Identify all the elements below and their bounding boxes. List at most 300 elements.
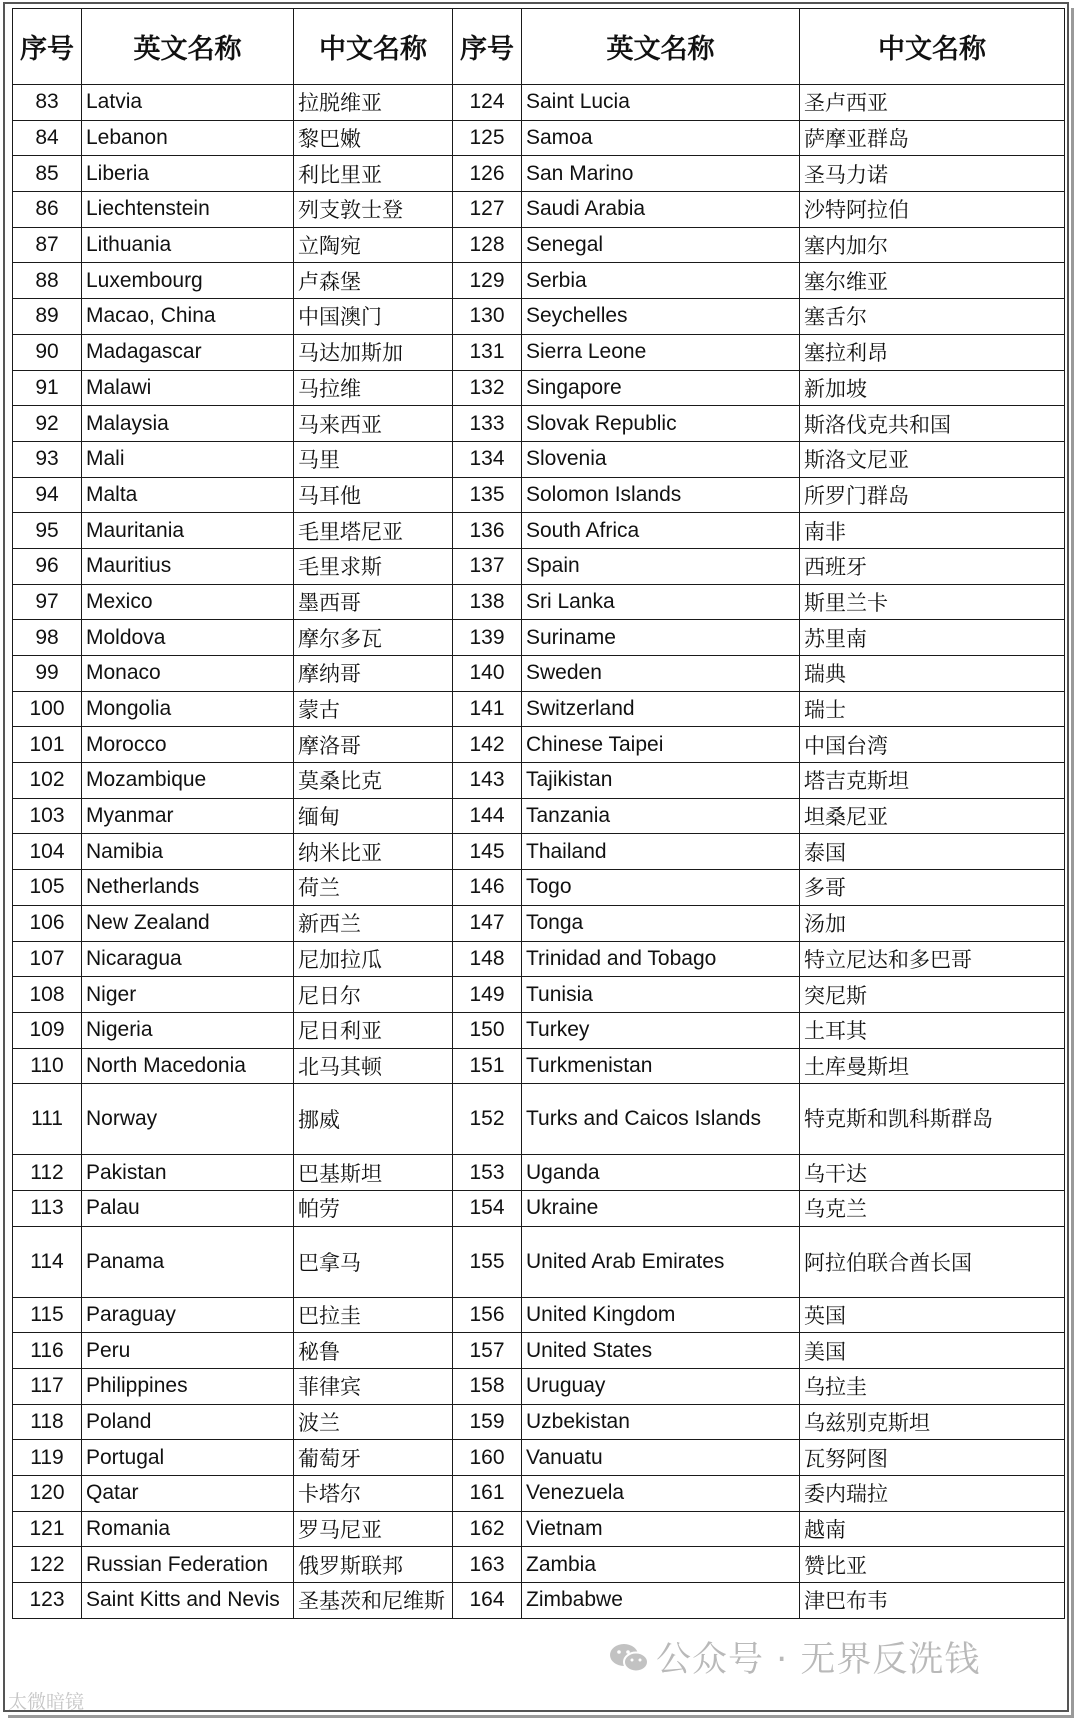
header-chinese-right: 中文名称 <box>800 9 1065 85</box>
table-row <box>13 192 1065 228</box>
row-number-left: 94 <box>13 477 82 513</box>
chinese-name-left: 莫桑比克 <box>294 763 453 799</box>
row-number-right: 152 <box>453 1084 522 1155</box>
chinese-name-left: 列支敦士登 <box>294 192 453 228</box>
chinese-name-right: 委内瑞拉 <box>800 1476 1065 1512</box>
row-number-right: 146 <box>453 870 522 906</box>
row-number-right: 164 <box>453 1583 522 1619</box>
table-row <box>13 156 1065 192</box>
english-name-right: Spain <box>522 548 800 584</box>
chinese-name-left: 摩尔多瓦 <box>294 620 453 656</box>
english-name-right: Uganda <box>522 1155 800 1191</box>
table-row <box>13 1048 1065 1084</box>
header-english-left: 英文名称 <box>82 9 294 85</box>
chinese-name-left: 俄罗斯联邦 <box>294 1547 453 1583</box>
chinese-name-left: 葡萄牙 <box>294 1440 453 1476</box>
row-number-right: 147 <box>453 905 522 941</box>
row-number-right: 148 <box>453 941 522 977</box>
chinese-name-left: 荷兰 <box>294 870 453 906</box>
chinese-name-right: 所罗门群岛 <box>800 477 1065 513</box>
row-number-left: 112 <box>13 1155 82 1191</box>
chinese-name-right: 中国台湾 <box>800 727 1065 763</box>
chinese-name-right: 英国 <box>800 1297 1065 1333</box>
table-row <box>13 905 1065 941</box>
row-number-left: 85 <box>13 156 82 192</box>
table-row <box>13 620 1065 656</box>
row-number-left: 99 <box>13 656 82 692</box>
row-number-left: 116 <box>13 1333 82 1369</box>
row-number-right: 126 <box>453 156 522 192</box>
table-body <box>13 85 1065 1619</box>
english-name-right: Uruguay <box>522 1369 800 1405</box>
row-number-right: 154 <box>453 1190 522 1226</box>
chinese-name-right: 南非 <box>800 513 1065 549</box>
header-english-right: 英文名称 <box>522 9 800 85</box>
chinese-name-right: 美国 <box>800 1333 1065 1369</box>
chinese-name-right: 瓦努阿图 <box>800 1440 1065 1476</box>
table-row <box>13 1084 1065 1155</box>
row-number-right: 130 <box>453 299 522 335</box>
english-name-left: Mauritania <box>82 513 294 549</box>
chinese-name-left: 纳米比亚 <box>294 834 453 870</box>
chinese-name-left: 蒙古 <box>294 691 453 727</box>
row-number-left: 89 <box>13 299 82 335</box>
english-name-right: Saudi Arabia <box>522 192 800 228</box>
chinese-name-left: 巴基斯坦 <box>294 1155 453 1191</box>
english-name-left: Macao, China <box>82 299 294 335</box>
chinese-name-left: 帕劳 <box>294 1190 453 1226</box>
table-row <box>13 1226 1065 1297</box>
row-number-right: 151 <box>453 1048 522 1084</box>
english-name-left: Liberia <box>82 156 294 192</box>
english-name-right: Saint Lucia <box>522 85 800 121</box>
chinese-name-right: 特立尼达和多巴哥 <box>800 941 1065 977</box>
english-name-right: Senegal <box>522 227 800 263</box>
english-name-right: Chinese Taipei <box>522 727 800 763</box>
english-name-left: Paraguay <box>82 1297 294 1333</box>
chinese-name-left: 尼日利亚 <box>294 1012 453 1048</box>
row-number-right: 125 <box>453 120 522 156</box>
corner-mark: 太微暗镜 <box>8 1691 85 1713</box>
english-name-left: Madagascar <box>82 334 294 370</box>
english-name-right: Togo <box>522 870 800 906</box>
table-row <box>13 1440 1065 1476</box>
row-number-left: 109 <box>13 1012 82 1048</box>
english-name-left: Saint Kitts and Nevis <box>82 1583 294 1619</box>
table-row <box>13 1190 1065 1226</box>
table-row <box>13 263 1065 299</box>
table-row <box>13 1404 1065 1440</box>
chinese-name-right: 汤加 <box>800 905 1065 941</box>
table-row <box>13 870 1065 906</box>
row-number-right: 143 <box>453 763 522 799</box>
chinese-name-right: 乌拉圭 <box>800 1369 1065 1405</box>
chinese-name-right: 乌干达 <box>800 1155 1065 1191</box>
chinese-name-left: 毛里塔尼亚 <box>294 513 453 549</box>
table-row <box>13 1476 1065 1512</box>
chinese-name-right: 乌克兰 <box>800 1190 1065 1226</box>
chinese-name-right: 阿拉伯联合酋长国 <box>800 1226 1065 1297</box>
english-name-right: Trinidad and Tobago <box>522 941 800 977</box>
table-row <box>13 334 1065 370</box>
row-number-left: 90 <box>13 334 82 370</box>
row-number-right: 157 <box>453 1333 522 1369</box>
english-name-right: Switzerland <box>522 691 800 727</box>
chinese-name-right: 乌兹别克斯坦 <box>800 1404 1065 1440</box>
chinese-name-right: 萨摩亚群岛 <box>800 120 1065 156</box>
english-name-left: Pakistan <box>82 1155 294 1191</box>
english-name-right: Vietnam <box>522 1511 800 1547</box>
table-row <box>13 727 1065 763</box>
english-name-right: Slovenia <box>522 441 800 477</box>
table-row <box>13 798 1065 834</box>
english-name-right: Turkmenistan <box>522 1048 800 1084</box>
row-number-right: 150 <box>453 1012 522 1048</box>
chinese-name-left: 缅甸 <box>294 798 453 834</box>
english-name-right: Serbia <box>522 263 800 299</box>
table-row <box>13 1583 1065 1619</box>
english-name-left: Nicaragua <box>82 941 294 977</box>
english-name-left: Malawi <box>82 370 294 406</box>
row-number-left: 105 <box>13 870 82 906</box>
english-name-right: Tunisia <box>522 977 800 1013</box>
watermark <box>608 1632 980 1682</box>
chinese-name-right: 塞内加尔 <box>800 227 1065 263</box>
chinese-name-left: 利比里亚 <box>294 156 453 192</box>
english-name-right: Vanuatu <box>522 1440 800 1476</box>
chinese-name-left: 圣基茨和尼维斯 <box>294 1583 453 1619</box>
country-table <box>12 8 1065 1619</box>
english-name-left: Namibia <box>82 834 294 870</box>
row-number-right: 158 <box>453 1369 522 1405</box>
row-number-right: 161 <box>453 1476 522 1512</box>
table-row <box>13 584 1065 620</box>
table-row <box>13 763 1065 799</box>
english-name-left: Nigeria <box>82 1012 294 1048</box>
row-number-right: 138 <box>453 584 522 620</box>
row-number-right: 155 <box>453 1226 522 1297</box>
chinese-name-right: 坦桑尼亚 <box>800 798 1065 834</box>
row-number-right: 144 <box>453 798 522 834</box>
english-name-left: Luxembourg <box>82 263 294 299</box>
row-number-left: 96 <box>13 548 82 584</box>
chinese-name-right: 斯洛伐克共和国 <box>800 406 1065 442</box>
english-name-right: Seychelles <box>522 299 800 335</box>
english-name-right: Zimbabwe <box>522 1583 800 1619</box>
header-chinese-left: 中文名称 <box>294 9 453 85</box>
english-name-right: Ukraine <box>522 1190 800 1226</box>
chinese-name-left: 马里 <box>294 441 453 477</box>
row-number-left: 120 <box>13 1476 82 1512</box>
english-name-right: Tonga <box>522 905 800 941</box>
row-number-left: 118 <box>13 1404 82 1440</box>
english-name-left: Morocco <box>82 727 294 763</box>
english-name-right: Zambia <box>522 1547 800 1583</box>
row-number-right: 139 <box>453 620 522 656</box>
table-row <box>13 120 1065 156</box>
chinese-name-left: 巴拿马 <box>294 1226 453 1297</box>
chinese-name-right: 塞舌尔 <box>800 299 1065 335</box>
chinese-name-right: 突尼斯 <box>800 977 1065 1013</box>
chinese-name-right: 新加坡 <box>800 370 1065 406</box>
english-name-right: Uzbekistan <box>522 1404 800 1440</box>
row-number-left: 108 <box>13 977 82 1013</box>
table-row <box>13 85 1065 121</box>
row-number-left: 117 <box>13 1369 82 1405</box>
english-name-left: Malaysia <box>82 406 294 442</box>
english-name-left: Lebanon <box>82 120 294 156</box>
row-number-left: 103 <box>13 798 82 834</box>
row-number-right: 135 <box>453 477 522 513</box>
chinese-name-right: 越南 <box>800 1511 1065 1547</box>
table-row <box>13 656 1065 692</box>
row-number-right: 159 <box>453 1404 522 1440</box>
english-name-left: Peru <box>82 1333 294 1369</box>
chinese-name-left: 尼加拉瓜 <box>294 941 453 977</box>
row-number-left: 95 <box>13 513 82 549</box>
row-number-left: 86 <box>13 192 82 228</box>
chinese-name-right: 西班牙 <box>800 548 1065 584</box>
chinese-name-right: 多哥 <box>800 870 1065 906</box>
chinese-name-right: 塞拉利昂 <box>800 334 1065 370</box>
chinese-name-right: 塔吉克斯坦 <box>800 763 1065 799</box>
row-number-right: 137 <box>453 548 522 584</box>
chinese-name-right: 斯洛文尼亚 <box>800 441 1065 477</box>
english-name-left: Lithuania <box>82 227 294 263</box>
chinese-name-left: 毛里求斯 <box>294 548 453 584</box>
chinese-name-left: 黎巴嫩 <box>294 120 453 156</box>
chinese-name-right: 圣卢西亚 <box>800 85 1065 121</box>
chinese-name-right: 特克斯和凯科斯群岛 <box>800 1084 1065 1155</box>
table-row <box>13 941 1065 977</box>
english-name-right: Tajikistan <box>522 763 800 799</box>
chinese-name-left: 马耳他 <box>294 477 453 513</box>
chinese-name-left: 摩纳哥 <box>294 656 453 692</box>
table-row <box>13 834 1065 870</box>
row-number-right: 149 <box>453 977 522 1013</box>
chinese-name-right: 沙特阿拉伯 <box>800 192 1065 228</box>
chinese-name-left: 墨西哥 <box>294 584 453 620</box>
row-number-left: 114 <box>13 1226 82 1297</box>
english-name-left: Monaco <box>82 656 294 692</box>
chinese-name-left: 中国澳门 <box>294 299 453 335</box>
table-row <box>13 477 1065 513</box>
row-number-left: 91 <box>13 370 82 406</box>
english-name-left: Philippines <box>82 1369 294 1405</box>
row-number-right: 160 <box>453 1440 522 1476</box>
english-name-left: Romania <box>82 1511 294 1547</box>
english-name-left: Myanmar <box>82 798 294 834</box>
english-name-left: Portugal <box>82 1440 294 1476</box>
english-name-left: Panama <box>82 1226 294 1297</box>
row-number-left: 83 <box>13 85 82 121</box>
table-row <box>13 1511 1065 1547</box>
chinese-name-right: 土耳其 <box>800 1012 1065 1048</box>
chinese-name-left: 挪威 <box>294 1084 453 1155</box>
english-name-left: Mongolia <box>82 691 294 727</box>
table-row <box>13 370 1065 406</box>
english-name-left: New Zealand <box>82 905 294 941</box>
row-number-right: 128 <box>453 227 522 263</box>
row-number-left: 87 <box>13 227 82 263</box>
english-name-right: San Marino <box>522 156 800 192</box>
row-number-left: 122 <box>13 1547 82 1583</box>
english-name-left: Mozambique <box>82 763 294 799</box>
chinese-name-left: 立陶宛 <box>294 227 453 263</box>
chinese-name-left: 摩洛哥 <box>294 727 453 763</box>
table-row <box>13 441 1065 477</box>
row-number-right: 124 <box>453 85 522 121</box>
table-header-row <box>13 9 1065 85</box>
table-row <box>13 1547 1065 1583</box>
english-name-left: Moldova <box>82 620 294 656</box>
chinese-name-right: 圣马力诺 <box>800 156 1065 192</box>
english-name-left: North Macedonia <box>82 1048 294 1084</box>
chinese-name-left: 北马其顿 <box>294 1048 453 1084</box>
row-number-right: 162 <box>453 1511 522 1547</box>
table-row <box>13 548 1065 584</box>
table-row <box>13 1155 1065 1191</box>
table-row <box>13 299 1065 335</box>
english-name-left: Palau <box>82 1190 294 1226</box>
row-number-left: 102 <box>13 763 82 799</box>
row-number-left: 98 <box>13 620 82 656</box>
table-row <box>13 1012 1065 1048</box>
chinese-name-right: 斯里兰卡 <box>800 584 1065 620</box>
table-row <box>13 1333 1065 1369</box>
chinese-name-right: 塞尔维亚 <box>800 263 1065 299</box>
english-name-right: Turkey <box>522 1012 800 1048</box>
english-name-right: South Africa <box>522 513 800 549</box>
row-number-left: 100 <box>13 691 82 727</box>
english-name-right: United States <box>522 1333 800 1369</box>
english-name-left: Russian Federation <box>82 1547 294 1583</box>
chinese-name-left: 罗马尼亚 <box>294 1511 453 1547</box>
row-number-left: 84 <box>13 120 82 156</box>
english-name-left: Niger <box>82 977 294 1013</box>
row-number-right: 153 <box>453 1155 522 1191</box>
row-number-left: 123 <box>13 1583 82 1619</box>
chinese-name-left: 拉脱维亚 <box>294 85 453 121</box>
table-row <box>13 1297 1065 1333</box>
row-number-right: 142 <box>453 727 522 763</box>
english-name-right: Thailand <box>522 834 800 870</box>
english-name-right: Singapore <box>522 370 800 406</box>
row-number-left: 97 <box>13 584 82 620</box>
row-number-right: 133 <box>453 406 522 442</box>
chinese-name-left: 秘鲁 <box>294 1333 453 1369</box>
chinese-name-left: 马来西亚 <box>294 406 453 442</box>
chinese-name-left: 卢森堡 <box>294 263 453 299</box>
chinese-name-right: 津巴布韦 <box>800 1583 1065 1619</box>
chinese-name-left: 新西兰 <box>294 905 453 941</box>
english-name-right: United Arab Emirates <box>522 1226 800 1297</box>
row-number-right: 131 <box>453 334 522 370</box>
row-number-right: 132 <box>453 370 522 406</box>
row-number-left: 119 <box>13 1440 82 1476</box>
english-name-right: United Kingdom <box>522 1297 800 1333</box>
english-name-left: Netherlands <box>82 870 294 906</box>
row-number-left: 101 <box>13 727 82 763</box>
chinese-name-right: 泰国 <box>800 834 1065 870</box>
chinese-name-left: 巴拉圭 <box>294 1297 453 1333</box>
header-number-left: 序号 <box>13 9 82 85</box>
row-number-right: 134 <box>453 441 522 477</box>
chinese-name-left: 马达加斯加 <box>294 334 453 370</box>
table-row <box>13 227 1065 263</box>
chinese-name-right: 土库曼斯坦 <box>800 1048 1065 1084</box>
chinese-name-left: 波兰 <box>294 1404 453 1440</box>
row-number-left: 121 <box>13 1511 82 1547</box>
row-number-right: 156 <box>453 1297 522 1333</box>
row-number-right: 127 <box>453 192 522 228</box>
watermark-text: 公众号 · 无界反洗钱 <box>656 1640 981 1680</box>
row-number-right: 140 <box>453 656 522 692</box>
chinese-name-right: 瑞典 <box>800 656 1065 692</box>
english-name-left: Norway <box>82 1084 294 1155</box>
english-name-left: Latvia <box>82 85 294 121</box>
english-name-left: Liechtenstein <box>82 192 294 228</box>
english-name-right: Tanzania <box>522 798 800 834</box>
english-name-left: Mali <box>82 441 294 477</box>
chinese-name-left: 菲律宾 <box>294 1369 453 1405</box>
chinese-name-right: 苏里南 <box>800 620 1065 656</box>
row-number-right: 141 <box>453 691 522 727</box>
row-number-right: 163 <box>453 1547 522 1583</box>
english-name-right: Turks and Caicos Islands <box>522 1084 800 1155</box>
english-name-right: Sri Lanka <box>522 584 800 620</box>
row-number-left: 111 <box>13 1084 82 1155</box>
row-number-left: 106 <box>13 905 82 941</box>
chinese-name-left: 尼日尔 <box>294 977 453 1013</box>
row-number-right: 129 <box>453 263 522 299</box>
row-number-left: 113 <box>13 1190 82 1226</box>
english-name-left: Malta <box>82 477 294 513</box>
table-row <box>13 406 1065 442</box>
english-name-right: Sweden <box>522 656 800 692</box>
english-name-right: Sierra Leone <box>522 334 800 370</box>
english-name-right: Samoa <box>522 120 800 156</box>
row-number-left: 93 <box>13 441 82 477</box>
table-row <box>13 691 1065 727</box>
english-name-right: Suriname <box>522 620 800 656</box>
wechat-icon <box>608 1641 650 1675</box>
row-number-left: 110 <box>13 1048 82 1084</box>
table-row <box>13 513 1065 549</box>
chinese-name-right: 瑞士 <box>800 691 1065 727</box>
row-number-left: 107 <box>13 941 82 977</box>
chinese-name-right: 赞比亚 <box>800 1547 1065 1583</box>
english-name-left: Qatar <box>82 1476 294 1512</box>
table-row <box>13 977 1065 1013</box>
chinese-name-left: 马拉维 <box>294 370 453 406</box>
english-name-right: Solomon Islands <box>522 477 800 513</box>
english-name-right: Slovak Republic <box>522 406 800 442</box>
row-number-right: 145 <box>453 834 522 870</box>
english-name-left: Mexico <box>82 584 294 620</box>
table-row <box>13 1369 1065 1405</box>
row-number-right: 136 <box>453 513 522 549</box>
row-number-left: 115 <box>13 1297 82 1333</box>
row-number-left: 88 <box>13 263 82 299</box>
english-name-left: Mauritius <box>82 548 294 584</box>
english-name-right: Venezuela <box>522 1476 800 1512</box>
row-number-left: 92 <box>13 406 82 442</box>
chinese-name-left: 卡塔尔 <box>294 1476 453 1512</box>
english-name-left: Poland <box>82 1404 294 1440</box>
header-number-right: 序号 <box>453 9 522 85</box>
row-number-left: 104 <box>13 834 82 870</box>
